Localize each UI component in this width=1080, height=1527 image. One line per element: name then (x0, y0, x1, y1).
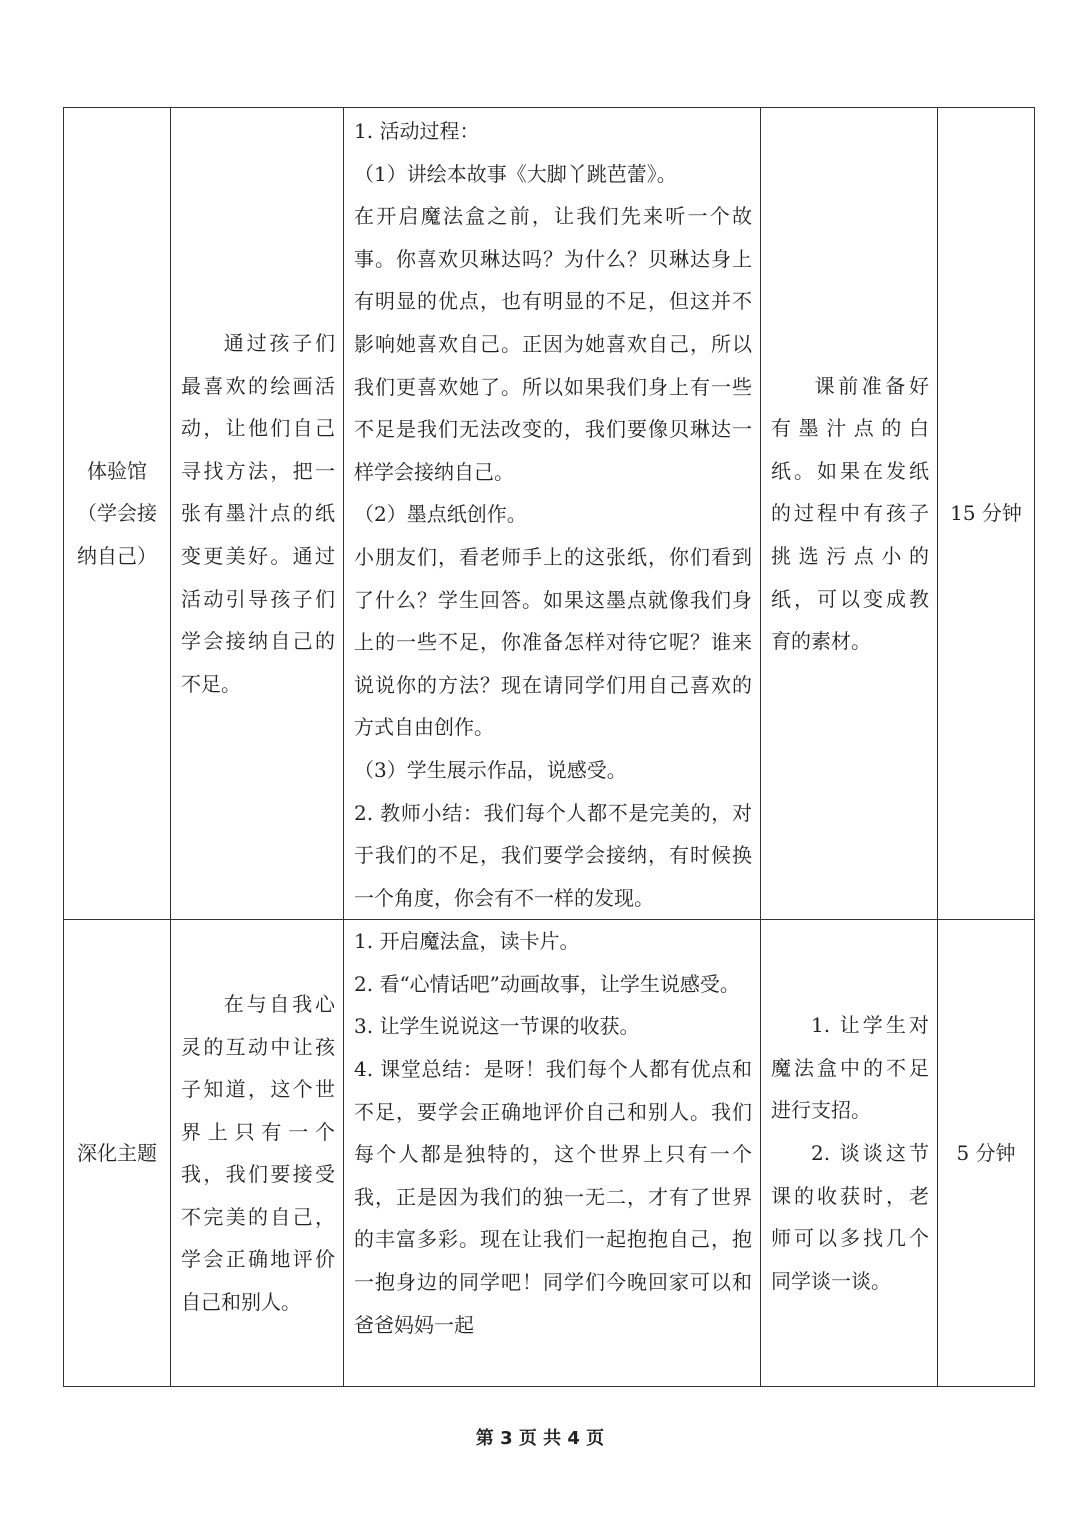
page-footer: 第 3 页 共 4 页 (475, 1428, 605, 1449)
time-cell (938, 920, 1035, 1387)
note-line: 1. 让学生对魔法盒中的不足进行支招。 (771, 1013, 929, 1123)
process-line: 小朋友们，看老师手上的这张纸，你们看到了什么？学生回答。如果这墨点就像我们身上的一些不足，你准备怎样对待它呢？谁来说说你的方法？现在请同学们用自己喜欢的方式自由创作。 (354, 544, 752, 740)
process-line: 3. 让学生说说这一节课的收获。 (354, 1014, 640, 1039)
time-label: 5 分钟 (956, 1140, 1016, 1165)
goal-cell (171, 920, 344, 1387)
note-text-content: 课前准备好有墨汁点的白纸。如果在发纸的过程中有孩子挑选污点小的纸，可以变成教育的素材。 (771, 373, 929, 654)
note-cell (761, 920, 938, 1387)
note-text (761, 365, 937, 663)
process-cell (344, 108, 761, 920)
process-line: （2）墨点纸创作。 (354, 502, 527, 527)
time-label: 15 分钟 (950, 501, 1022, 526)
note-line: 2. 谈谈这节课的收获时，老师可以多找几个同学谈一谈。 (771, 1140, 929, 1293)
goal-cell (171, 108, 344, 920)
stage-cell (64, 108, 171, 920)
stage-cell (64, 920, 171, 1387)
process-line: 2. 看“心情话吧”动画故事，让学生说感受。 (354, 971, 740, 996)
note-cell (761, 108, 938, 920)
goal-text-content: 通过孩子们最喜欢的绘画活动，让他们自己寻找方法，把一张有墨汁点的纸变更美好。通过活动引导孩子们学会接纳自己的不足。 (181, 330, 335, 696)
process-line: 1. 活动过程： (354, 119, 480, 143)
note-text (761, 1004, 937, 1302)
lesson-plan-table (63, 107, 1035, 1387)
table-row (64, 108, 1035, 920)
table-row (64, 920, 1035, 1387)
process-line: （1）讲绘本故事《大脚丫跳芭蕾》。 (354, 161, 677, 186)
stage-label: 体验馆（学会接纳自己） (77, 458, 157, 568)
stage-label: 深化主题 (77, 1140, 157, 1165)
process-line: 在开启魔法盒之前，让我们先来听一个故事。你喜欢贝琳达吗？为什么？贝琳达身上有明显的优点，也有明显的不足，但这并不影响她喜欢自己。正因为她喜欢自己，所以我们更喜欢她了。所以如果我们身上有一些不足是我们无法改变的，我们要像贝琳达一样学会接纳自己。 (354, 204, 752, 484)
time-cell (938, 108, 1035, 920)
process-line: 2. 教师小结：我们每个人都不是完美的，对于我们的不足，我们要学会接纳，有时候换一个角度，你会有不一样的发现。 (354, 800, 752, 910)
process-line: 4. 课堂总结：是呀！我们每个人都有优点和不足，要学会正确地评价自己和别人。我们每个人都是独特的，这个世界上只有一个我，正是因为我们的独一无二，才有了世界的丰富多彩。现在让我们一起抱抱自己，抱一抱身边的同学吧！同学们今晚回家可以和爸爸妈妈一起 (354, 1057, 752, 1337)
goal-text (171, 983, 343, 1324)
process-line: 1. 开启魔法盒，读卡片。 (354, 929, 580, 954)
goal-text (171, 322, 343, 705)
process-cell (344, 920, 761, 1387)
process-line: （3）学生展示作品，说感受。 (354, 757, 627, 782)
goal-text-content: 在与自我心灵的互动中让孩子知道，这个世界上只有一个我，我们要接受不完美的自己，学会正确地评价自己和别人。 (181, 991, 335, 1315)
